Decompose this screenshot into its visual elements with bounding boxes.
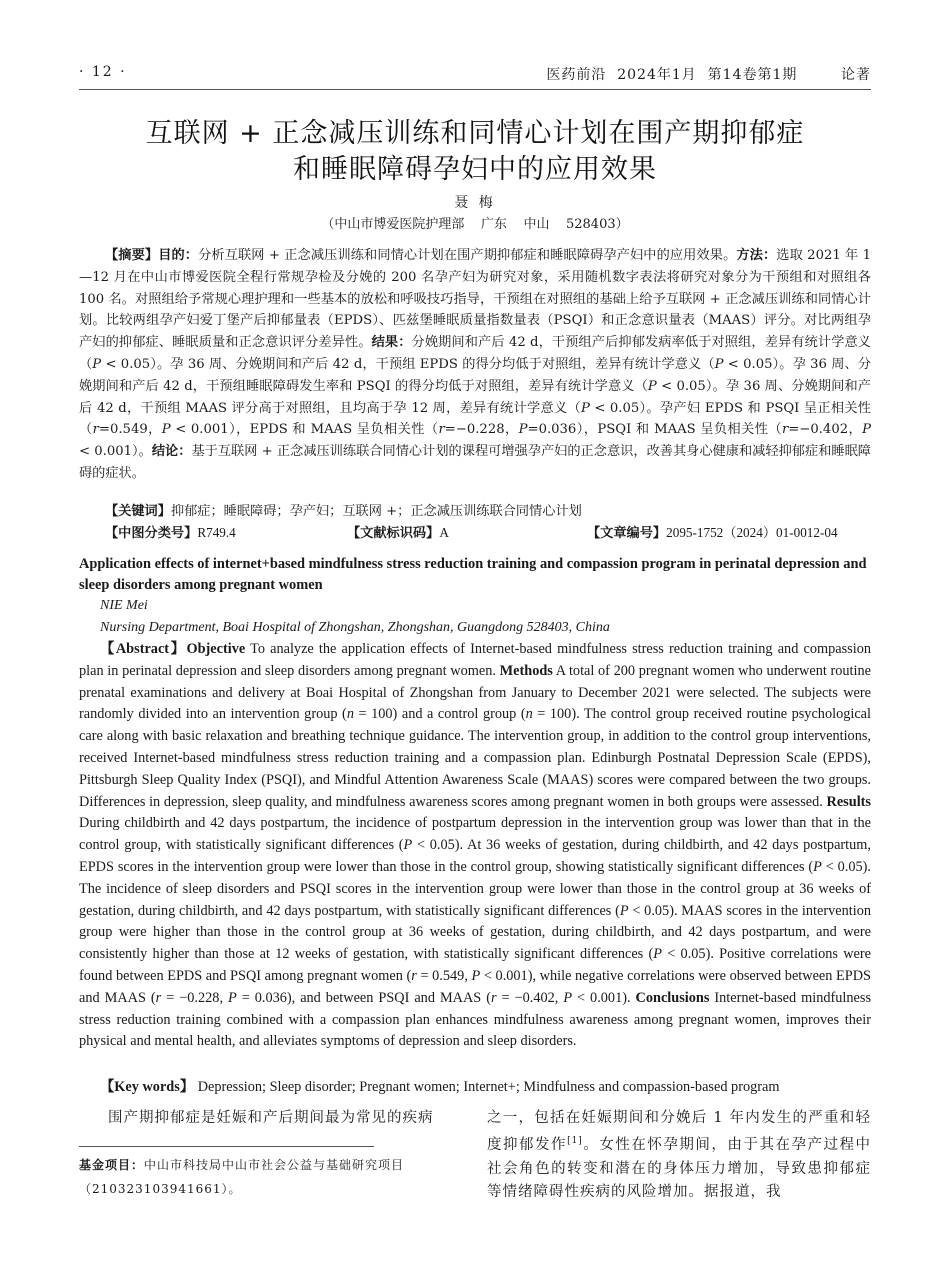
running-header	[79, 64, 871, 86]
chinese-keywords	[79, 500, 871, 519]
body-text: 之一，包括在妊娠期间和分娩后 1 年内发生的严重和轻度抑郁发作	[487, 1110, 871, 1154]
p-symbol: P	[161, 422, 171, 438]
results-text: < 0.05）。孕 36 周、分娩期间和产后 42 d，干预组 MAAS 评分高于对照组，且均高于孕 12 周，差异有统计学意义（	[79, 378, 871, 416]
body-column-right	[487, 1107, 871, 1204]
r-symbol: r	[490, 989, 497, 1006]
funding-footnote	[79, 1153, 469, 1201]
conclusion-label: 结论：	[151, 444, 192, 460]
footnote-label: 基金项目：	[79, 1158, 145, 1172]
r-symbol: r	[155, 989, 162, 1006]
chinese-abstract	[79, 245, 871, 485]
methods-text: = 100) and a control group (	[353, 706, 526, 723]
methods-text: A total of 200 pregnant women who underwent routine prenatal examinations and delivery at Boai Hospital of Zhongshan from January to December 2021 were selected. The subjects were randomly divided into an intervention group (	[79, 662, 871, 723]
results-text: < 0.05）。孕 36 周、分娩期间和产后 42 d，干预组 EPDS 的得分均低于对照组，差异有统计学意义（	[101, 356, 715, 372]
results-text: = 0.036), and between PSQI and MAAS (	[236, 989, 491, 1006]
article-value: 2095-1752（2024）01-0012-04	[666, 525, 838, 540]
classification-line	[79, 522, 871, 544]
results-text: < 0.05）。孕 36 周、分娩期间和产后 42 d，干预组睡眠障碍发生率和 PSQI 的得分均低于对照组，差异有统计学意义（	[79, 356, 871, 394]
page-number: · 12 ·	[79, 64, 127, 80]
english-author: NIE Mei	[100, 598, 148, 613]
n-symbol: n	[525, 706, 533, 723]
results-text: < 0.001）。	[79, 444, 152, 460]
results-text: < 0.001), while negative correlations were observed between EPDS and MAAS (	[79, 967, 872, 1006]
abstract-label: 【Abstract】	[100, 641, 187, 657]
results-text: < 0.05). The incidence of sleep disorders and PSQI scores in the intervention group were lower than those in the control group at 36 weeks of gestation, during childbirth, and 42 days postpartum, with statistically significant differences (	[79, 858, 871, 919]
affiliation: （中山市博爱医院护理部 广东 中山 528403）	[321, 217, 629, 232]
keywords-text: Depression; Sleep disorder; Pregnant women; Internet+; Mindfulness and compassion-based program	[194, 1079, 780, 1095]
article-number	[587, 522, 838, 541]
class-value: R749.4	[197, 525, 236, 540]
results-text: = 0.549,	[416, 967, 472, 984]
methods-label: 方法：	[736, 248, 777, 263]
results-text: < 0.05). At 36 weeks of gestation, during childbirth, and 42 days postpartum, EPDS scores in the intervention group were lower than those in the control group, showing statistically significant differences (	[79, 837, 871, 875]
p-symbol: P	[647, 378, 657, 394]
objective-label: Objective	[186, 641, 246, 657]
objective-text: To analyze the application effects of Internet-based mindfulness stress reduction training and compassion plan in perinatal depression and sleep disorders among pregnant women.	[79, 641, 871, 679]
r-symbol: r	[92, 422, 99, 438]
methods-text: 选取 2021 年 1—12 月在中山市博爱医院全程行常规孕检及分娩的 200 名孕产妇为研究对象，采用随机数字表法将研究对象分为干预组和对照组各 100 名。对照组给予常规心理护理和一些基本的放松和呼吸技巧指导，干预组在对照组的基础上给予互联网 + 正念减压训练和同情心计划。比较两组孕产妇爱丁堡产后抑郁量表（EPDS）、匹兹堡睡眠质量指数量表（PSQI）和正念意识量表（MAAS）评分。对比两组孕产妇的抑郁症、睡眠质量和正念意识评分差异性。	[79, 248, 872, 351]
n-symbol: n	[346, 706, 354, 723]
footnote-text: 中山市科技局中山市社会公益与基础研究项目（210323103941661）。	[79, 1158, 405, 1196]
class-number	[105, 522, 236, 541]
results-text: < 0.05). Positive correlations were found between EPDS and PSQI among pregnant women (	[79, 946, 872, 984]
results-text: =−0.402，	[788, 422, 863, 438]
results-text: 分娩期间和产后 42 d，干预组产后抑郁发病率低于对照组，差异有统计学意义（	[79, 335, 871, 372]
article-label: 【文章编号】	[587, 526, 667, 541]
english-keywords	[100, 1076, 870, 1096]
english-affiliation: Nursing Department, Boai Hospital of Zhongshan, Zhongshan, Guangdong 528403, China	[100, 620, 610, 635]
journal-info: 医药前沿 2024年1月 第14卷第1期 论著	[546, 67, 871, 83]
methods-text: = 100). The control group received routine psychological care along with basic relaxation and breathing technique guidance. The intervention group, in addition to the control group interventions, received Internet-based mindfulness stress reduction training and a compassion plan. Edinburgh Postnatal Depression Scale (EPDS), Pittsburgh Sleep Quality Index (PSQI), and Mindful Attention Awareness Scale (MAAS) scores were compared between the two groups. Differences in depression, sleep quality, and mindfulness awareness scores among pregnant women in both groups were assessed.	[79, 706, 872, 810]
results-text: =0.036），PSQI 和 MAAS 呈负相关性（	[527, 422, 782, 438]
results-text: = −0.402,	[496, 989, 564, 1006]
title-line-1: 互联网 + 正念减压训练和同情心计划在围产期抑郁症	[145, 118, 805, 149]
p-symbol: P	[862, 422, 872, 438]
r-symbol: r	[781, 422, 789, 438]
conclusion-text: 基于互联网 + 正念减压训练联合同情心计划的课程可增强孕产妇的正念意识，改善其身心健康和减轻抑郁症和睡眠障碍的症状。	[79, 444, 871, 481]
doc-label: 【文献标识码】	[347, 526, 440, 541]
doc-value: A	[439, 525, 449, 540]
p-symbol: P	[813, 858, 822, 875]
english-title: Application effects of internet+based mindfulness stress reduction training and compassion program in perinatal depression and sleep disorders among pregnant women	[79, 556, 867, 593]
body-column-left: 围产期抑郁症是妊娠和产后期间最为常见的疾病	[108, 1110, 434, 1126]
conclusion-label: Conclusions	[635, 989, 710, 1006]
results-text: =0.549，	[98, 422, 162, 438]
conclusion-text: Internet-based mindfulness stress reduction training combined with a compassion plan enhances mindfulness awareness among pregnant women, improves their physical and mental health, and alleviates symptoms of depression and sleep disorders.	[79, 989, 872, 1050]
p-symbol: P	[563, 989, 573, 1006]
p-symbol: P	[403, 837, 413, 854]
reference-marker[interactable]: [1]	[567, 1136, 583, 1147]
r-symbol: r	[411, 967, 417, 984]
p-symbol: P	[653, 946, 662, 963]
p-symbol: P	[714, 356, 724, 372]
keywords-label: 【关键词】	[105, 504, 171, 519]
results-text: < 0.001).	[572, 989, 636, 1006]
abstract-label: 【摘要】	[105, 248, 159, 263]
keywords-text: 抑郁症；睡眠障碍；孕产妇；互联网 +；正念减压训练联合同情心计划	[170, 504, 582, 519]
header-divider	[79, 89, 871, 90]
p-symbol: P	[471, 967, 481, 984]
methods-label: Methods	[499, 662, 553, 679]
results-text: =−0.228，	[444, 422, 519, 438]
p-symbol: P	[619, 902, 629, 919]
results-text: = −0.228,	[161, 989, 228, 1006]
results-text: During childbirth and 42 days postpartum, the incidence of postpartum depression in the intervention group was lower than that in the control group, with statistically significant differences (	[79, 815, 871, 854]
results-label: 结果：	[371, 335, 412, 351]
english-abstract	[79, 639, 871, 1053]
body-text: 。女性在怀孕期间，由于其在孕产过程中社会角色的转变和潜在的身体压力增加，导致患抑郁症等情绪障碍性疾病的风险增加。据报道，我	[487, 1137, 872, 1201]
class-label: 【中图分类号】	[105, 526, 198, 541]
author: 聂 梅	[454, 195, 496, 211]
results-text: < 0.001），EPDS 和 MAAS 呈负相关性（	[170, 422, 439, 438]
footnote-divider	[79, 1146, 374, 1147]
objective-text: 分析互联网 + 正念减压训练和同情心计划在围产期抑郁症和睡眠障碍孕产妇中的应用效果。	[198, 248, 737, 263]
title-line-2: 和睡眠障碍孕妇中的应用效果	[293, 154, 657, 185]
r-symbol: r	[438, 422, 445, 438]
p-symbol: P	[92, 356, 102, 372]
doc-code	[347, 522, 449, 541]
objective-label: 目的：	[158, 248, 199, 263]
p-symbol: P	[580, 400, 590, 416]
results-text: < 0.05）。孕产妇 EPDS 和 PSQI 呈正相关性（	[79, 400, 871, 438]
p-symbol: P	[518, 422, 528, 438]
keywords-label: 【Key words】	[100, 1079, 195, 1095]
results-text: < 0.05). MAAS scores in the intervention group were higher than those in the control group at 36 weeks of gestation, during childbirth, and 42 days postpartum, and were consistently higher than those at 12 weeks of gestation, with statistically significant differences (	[79, 902, 871, 963]
results-label: Results	[826, 793, 871, 810]
p-symbol: P	[228, 989, 237, 1006]
